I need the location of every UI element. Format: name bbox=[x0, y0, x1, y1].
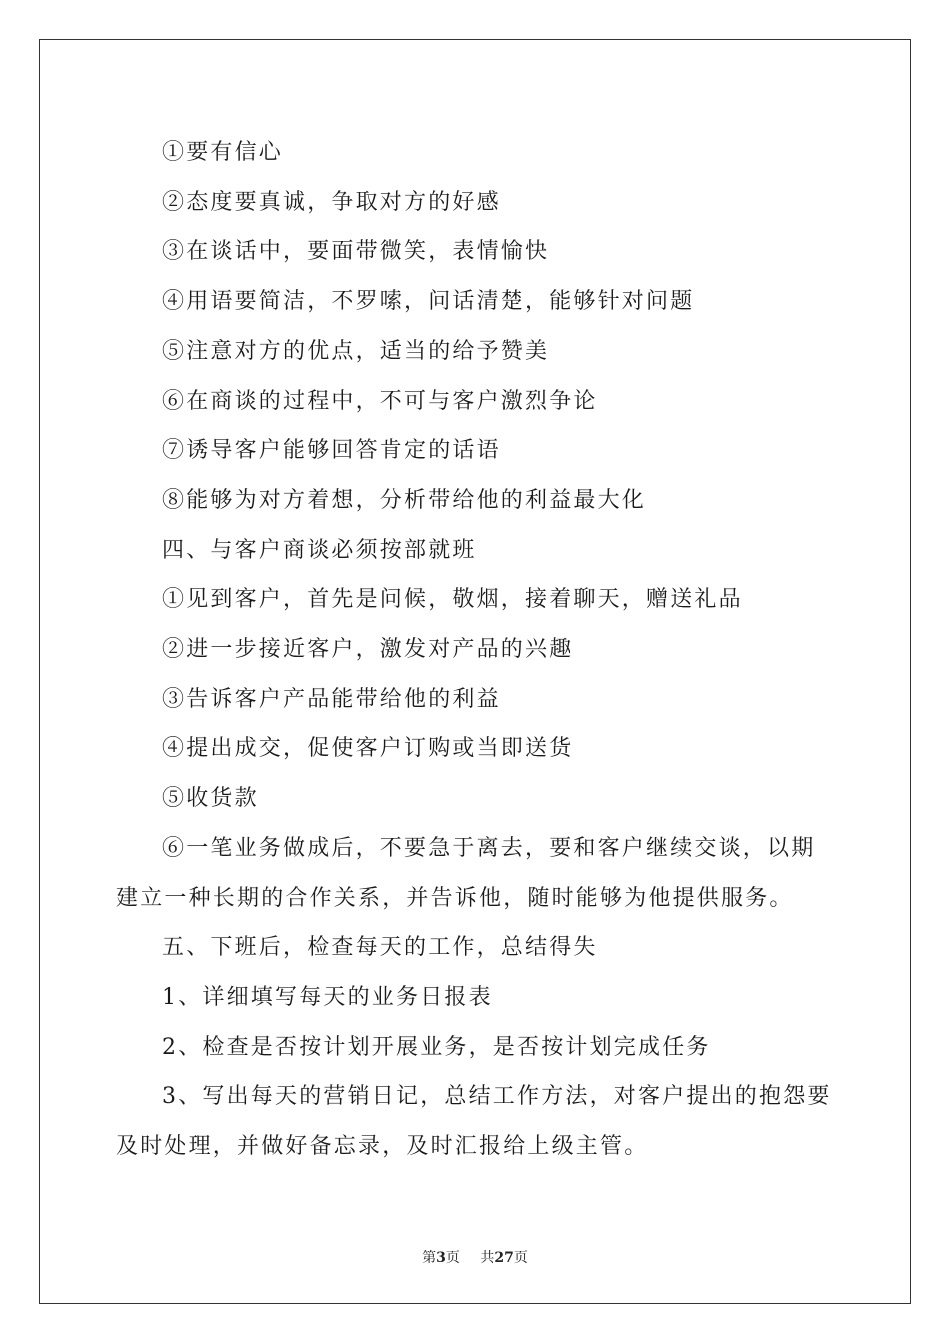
paragraph: ①要有信心 bbox=[162, 140, 284, 165]
paragraph: ⑥在商谈的过程中，不可与客户激烈争论 bbox=[162, 388, 598, 414]
paragraph: ⑤注意对方的优点，适当的给予赞美 bbox=[162, 338, 550, 364]
paragraph: ②态度要真诚，争取对方的好感 bbox=[162, 189, 501, 215]
total-prefix: 共 bbox=[480, 1250, 495, 1266]
paragraph: ③告诉客户产品能带给他的利益 bbox=[162, 686, 501, 712]
paragraph: ④用语要简洁，不罗嗦，问话清楚，能够针对问题 bbox=[162, 289, 695, 315]
paragraph: ⑥一笔业务做成后，不要急于离去，要和客户继续交谈，以期建立一种长期的合作关系，并告诉他，随时能够为他提供服务。 bbox=[116, 835, 816, 911]
document-body bbox=[116, 128, 836, 1172]
paragraph: ④提出成交，促使客户订购或当即送货 bbox=[162, 736, 574, 762]
total-suffix: 页 bbox=[513, 1250, 528, 1266]
page-suffix: 页 bbox=[445, 1250, 460, 1266]
total-pages: 27 bbox=[494, 1250, 514, 1266]
paragraph: ⑤收货款 bbox=[162, 786, 259, 812]
page-prefix: 第 bbox=[422, 1250, 437, 1266]
paragraph: ⑦诱导客户能够回答肯定的话语 bbox=[162, 438, 501, 464]
paragraph: 2、检查是否按计划开展业务，是否按计划完成任务 bbox=[162, 1034, 711, 1060]
paragraph: ①见到客户，首先是问候，敬烟，接着聊天，赠送礼品 bbox=[162, 587, 743, 613]
paragraph: ⑧能够为对方着想，分析带给他的利益最大化 bbox=[162, 487, 647, 513]
paragraph: 1、详细填写每天的业务日报表 bbox=[162, 984, 493, 1010]
page-number: 3 bbox=[436, 1250, 446, 1266]
paragraph: ③在谈话中，要面带微笑，表情愉快 bbox=[162, 239, 550, 265]
section-heading: 五、下班后，检查每天的工作，总结得失 bbox=[162, 935, 598, 961]
paragraph: ②进一步接近客户，激发对产品的兴趣 bbox=[162, 637, 574, 663]
paragraph: 3、写出每天的营销日记，总结工作方法，对客户提出的抱怨要及时处理，并做好备忘录，及时汇报给上级主管。 bbox=[116, 1084, 832, 1160]
section-heading: 四、与客户商谈必须按部就班 bbox=[162, 537, 477, 563]
total-pages-indicator bbox=[480, 1250, 527, 1266]
page-footer bbox=[0, 1247, 950, 1267]
page-indicator bbox=[422, 1250, 460, 1266]
